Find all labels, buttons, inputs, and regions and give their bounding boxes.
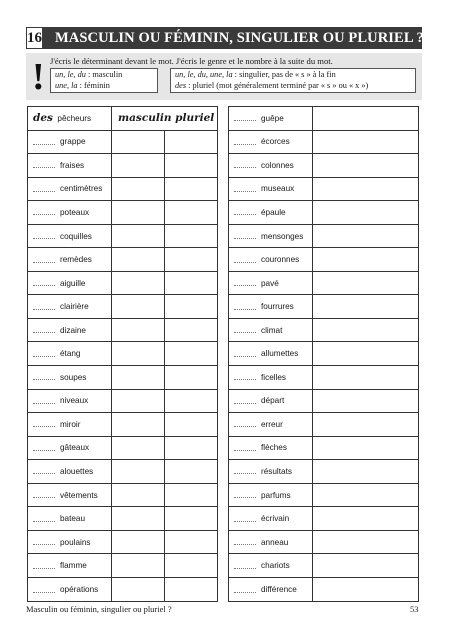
word-cell	[229, 437, 313, 460]
number-answer-cell[interactable]	[165, 295, 217, 318]
word-row	[28, 366, 217, 390]
example-answer: masculin pluriel	[118, 112, 215, 125]
gender-answer-cell[interactable]	[112, 178, 165, 201]
word-label: opérations	[60, 585, 99, 595]
legend-det: une, la	[55, 80, 78, 90]
number-legend	[170, 68, 416, 93]
determinant-blank[interactable]	[33, 139, 55, 145]
determinant-blank[interactable]	[234, 186, 256, 192]
word-label: vêtements	[60, 490, 98, 500]
determinant-blank[interactable]	[33, 516, 55, 522]
word-cell	[28, 295, 112, 318]
gender-answer-cell[interactable]	[112, 295, 165, 318]
gender-answer-cell[interactable]	[112, 201, 165, 224]
gender-answer-cell[interactable]	[112, 531, 165, 554]
word-cell	[229, 390, 313, 413]
legend-meaning: : pluriel (mot généralement terminé par « s » ou « x »)	[186, 80, 369, 90]
word-row	[229, 319, 418, 343]
word-cell	[28, 531, 112, 554]
gender-answer-cell[interactable]	[112, 248, 165, 271]
word-cell	[28, 319, 112, 342]
determinant-blank[interactable]	[234, 233, 256, 239]
determinant-blank[interactable]	[234, 304, 256, 310]
answer-cell[interactable]	[313, 413, 418, 436]
answer-cell[interactable]	[313, 107, 418, 130]
legend-det: un, le, du	[55, 70, 86, 79]
word-cell	[229, 248, 313, 271]
word-cell	[229, 201, 313, 224]
gender-answer-cell[interactable]	[112, 390, 165, 413]
word-row	[28, 342, 217, 366]
word-row	[28, 248, 217, 272]
legend-meaning: : masculin	[85, 70, 123, 79]
exclamation-icon: !	[32, 56, 45, 98]
answer-cell[interactable]	[313, 272, 418, 295]
legend-det: des	[175, 80, 187, 90]
example-word-cell	[28, 107, 112, 130]
answer-cell[interactable]	[313, 554, 418, 577]
word-cell	[28, 413, 112, 436]
word-row	[229, 107, 418, 131]
determinant-blank[interactable]	[33, 351, 55, 357]
determinant-blank[interactable]	[33, 186, 55, 192]
word-label: fourrures	[261, 302, 294, 312]
answer-cell[interactable]	[313, 225, 418, 248]
gender-answer-cell[interactable]	[112, 154, 165, 177]
word-cell	[229, 554, 313, 577]
answer-cell[interactable]	[313, 248, 418, 271]
number-answer-cell[interactable]	[165, 437, 217, 460]
determinant-blank[interactable]	[33, 492, 55, 498]
gender-answer-cell[interactable]	[112, 319, 165, 342]
word-cell	[229, 295, 313, 318]
exercise-header	[26, 27, 422, 49]
word-label: bateau	[60, 514, 86, 524]
determinant-blank[interactable]	[234, 563, 256, 569]
word-label: anneau	[261, 537, 289, 547]
word-row	[229, 437, 418, 461]
word-cell	[229, 507, 313, 530]
word-label: soupes	[60, 372, 87, 382]
word-label: remèdes	[60, 255, 92, 265]
word-cell	[28, 131, 112, 154]
word-row	[229, 413, 418, 437]
word-cell	[229, 342, 313, 365]
word-cell	[229, 460, 313, 483]
number-answer-cell[interactable]	[165, 531, 217, 554]
word-label: écrivain	[261, 514, 290, 524]
determinant-blank[interactable]	[33, 327, 55, 333]
word-cell	[229, 319, 313, 342]
determinant-blank[interactable]	[33, 162, 55, 168]
number-answer-cell[interactable]	[165, 578, 217, 602]
word-label: alouettes	[60, 466, 94, 476]
gender-answer-cell[interactable]	[112, 225, 165, 248]
determinant-blank[interactable]	[33, 209, 55, 215]
word-label: niveaux	[60, 396, 89, 406]
word-cell	[28, 484, 112, 507]
legend-meaning: : singulier, pas de « s » à la fin	[232, 70, 336, 79]
word-label: résultats	[261, 466, 292, 476]
word-cell	[229, 578, 313, 602]
determinant-blank[interactable]	[234, 351, 256, 357]
word-cell	[28, 366, 112, 389]
word-label: grappe	[60, 137, 86, 147]
gender-legend	[50, 68, 158, 93]
word-label: poulains	[60, 537, 91, 547]
number-answer-cell[interactable]	[165, 554, 217, 577]
word-row	[28, 225, 217, 249]
word-row	[229, 390, 418, 414]
footer-title: Masculin ou féminin, singulier ou pluriel ?	[26, 604, 172, 614]
legend-meaning: : féminin	[77, 80, 110, 90]
determinant-blank[interactable]	[33, 421, 55, 427]
number-answer-cell[interactable]	[165, 342, 217, 365]
number-answer-cell[interactable]	[165, 154, 217, 177]
number-answer-cell[interactable]	[165, 413, 217, 436]
answer-cell[interactable]	[313, 319, 418, 342]
determinant-blank[interactable]	[33, 233, 55, 239]
word-row	[229, 154, 418, 178]
word-cell	[28, 554, 112, 577]
word-cell	[28, 390, 112, 413]
gender-answer-cell[interactable]	[112, 507, 165, 530]
word-row	[28, 131, 217, 155]
word-label: flamme	[60, 561, 87, 571]
word-label: différence	[261, 585, 297, 595]
answer-cell[interactable]	[313, 366, 418, 389]
word-label: départ	[261, 396, 285, 406]
word-row	[229, 295, 418, 319]
word-cell	[28, 225, 112, 248]
word-cell	[229, 413, 313, 436]
word-cell	[229, 178, 313, 201]
word-label: épaule	[261, 207, 286, 217]
word-row	[28, 531, 217, 555]
word-label: coquilles	[60, 231, 92, 241]
word-cell	[28, 342, 112, 365]
number-answer-cell[interactable]	[165, 460, 217, 483]
determinant-blank[interactable]	[234, 139, 256, 145]
gender-answer-cell[interactable]	[112, 342, 165, 365]
answer-cell[interactable]	[313, 484, 418, 507]
instructions-panel	[26, 53, 422, 100]
word-row	[28, 554, 217, 578]
number-answer-cell[interactable]	[165, 178, 217, 201]
word-row	[229, 507, 418, 531]
word-cell	[28, 248, 112, 271]
determinant-blank[interactable]	[234, 209, 256, 215]
word-row	[28, 460, 217, 484]
example-word: pêcheurs	[57, 113, 92, 123]
word-row	[28, 507, 217, 531]
word-label: museaux	[261, 184, 295, 194]
word-label: écorces	[261, 137, 290, 147]
gender-answer-cell[interactable]	[112, 272, 165, 295]
word-label: clairière	[60, 302, 89, 312]
determinant-blank[interactable]	[234, 445, 256, 451]
word-row	[28, 319, 217, 343]
word-label: centimètres	[60, 184, 103, 194]
number-answer-cell[interactable]	[165, 366, 217, 389]
determinant-blank[interactable]	[234, 280, 256, 286]
word-cell	[28, 201, 112, 224]
answer-cell[interactable]	[313, 531, 418, 554]
number-answer-cell[interactable]	[165, 272, 217, 295]
word-cell	[229, 484, 313, 507]
number-answer-cell[interactable]	[165, 390, 217, 413]
determinant-blank[interactable]	[33, 280, 55, 286]
word-row	[28, 201, 217, 225]
word-row	[229, 131, 418, 155]
word-row	[28, 578, 217, 602]
page-number: 53	[410, 604, 419, 614]
answer-cell[interactable]	[313, 460, 418, 483]
number-answer-cell[interactable]	[165, 131, 217, 154]
determinant-blank[interactable]	[33, 304, 55, 310]
determinant-blank[interactable]	[234, 587, 256, 593]
word-row	[229, 554, 418, 578]
word-label: allumettes	[261, 349, 299, 359]
word-label: gâteaux	[60, 443, 90, 453]
word-row	[229, 342, 418, 366]
word-row	[229, 484, 418, 508]
determinant-blank[interactable]	[234, 421, 256, 427]
word-row	[229, 460, 418, 484]
gender-answer-cell[interactable]	[112, 554, 165, 577]
determinant-blank[interactable]	[33, 468, 55, 474]
word-row	[28, 272, 217, 296]
number-answer-cell[interactable]	[165, 507, 217, 530]
example-determinant: des	[33, 112, 53, 125]
word-row	[28, 390, 217, 414]
answer-cell[interactable]	[313, 342, 418, 365]
word-label: couronnes	[261, 255, 300, 265]
gender-answer-cell[interactable]	[112, 460, 165, 483]
word-cell	[229, 531, 313, 554]
number-answer-cell[interactable]	[165, 248, 217, 271]
determinant-blank[interactable]	[234, 327, 256, 333]
word-row	[28, 295, 217, 319]
determinant-blank[interactable]	[33, 374, 55, 380]
gender-answer-cell[interactable]	[112, 484, 165, 507]
word-cell	[229, 366, 313, 389]
left-word-table	[27, 106, 218, 602]
legend-det: un, le, du, une, la	[175, 70, 233, 79]
gender-answer-cell[interactable]	[112, 366, 165, 389]
determinant-blank[interactable]	[234, 257, 256, 263]
word-label: miroir	[60, 419, 81, 429]
number-answer-cell[interactable]	[165, 319, 217, 342]
answer-cell[interactable]	[313, 437, 418, 460]
answer-cell[interactable]	[313, 507, 418, 530]
determinant-blank[interactable]	[234, 115, 256, 121]
word-row	[28, 437, 217, 461]
example-row	[28, 107, 217, 131]
gender-answer-cell[interactable]	[112, 413, 165, 436]
word-row	[28, 484, 217, 508]
word-row	[229, 272, 418, 296]
determinant-blank[interactable]	[234, 516, 256, 522]
word-row	[229, 531, 418, 555]
determinant-blank[interactable]	[234, 398, 256, 404]
answer-cell[interactable]	[313, 201, 418, 224]
word-label: mensonges	[261, 231, 304, 241]
word-cell	[28, 460, 112, 483]
answer-cell[interactable]	[313, 131, 418, 154]
word-label: colonnes	[261, 160, 294, 170]
word-label: pavé	[261, 278, 279, 288]
determinant-blank[interactable]	[33, 539, 55, 545]
word-cell	[28, 154, 112, 177]
number-answer-cell[interactable]	[165, 225, 217, 248]
instruction-text: J'écris le déterminant devant le mot. J'écris le genre et le nombre à la suite du mot.	[50, 56, 333, 66]
word-row	[28, 413, 217, 437]
number-answer-cell[interactable]	[165, 484, 217, 507]
exercise-title: MASCULIN OU FÉMININ, SINGULIER OU PLURIEL ?	[55, 29, 424, 46]
word-label: fraises	[60, 160, 85, 170]
word-label: ficelles	[261, 372, 287, 382]
gender-answer-cell[interactable]	[112, 437, 165, 460]
word-row	[229, 178, 418, 202]
word-cell	[28, 272, 112, 295]
determinant-blank[interactable]	[234, 539, 256, 545]
word-row	[229, 225, 418, 249]
determinant-blank[interactable]	[234, 374, 256, 380]
number-answer-cell[interactable]	[165, 201, 217, 224]
example-answer-cell	[112, 107, 217, 130]
answer-cell[interactable]	[313, 390, 418, 413]
word-cell	[229, 131, 313, 154]
gender-answer-cell[interactable]	[112, 578, 165, 602]
word-row	[28, 178, 217, 202]
determinant-blank[interactable]	[234, 492, 256, 498]
word-row	[229, 248, 418, 272]
answer-cell[interactable]	[313, 154, 418, 177]
determinant-blank[interactable]	[33, 445, 55, 451]
word-label: aiguille	[60, 278, 86, 288]
word-label: étang	[60, 349, 81, 359]
word-row	[28, 154, 217, 178]
determinant-blank[interactable]	[234, 162, 256, 168]
word-label: flèches	[261, 443, 287, 453]
exercise-number: 16	[26, 27, 43, 49]
gender-answer-cell[interactable]	[112, 131, 165, 154]
word-row	[229, 578, 418, 602]
determinant-blank[interactable]	[33, 257, 55, 263]
answer-cell[interactable]	[313, 295, 418, 318]
word-label: parfums	[261, 490, 291, 500]
word-cell	[28, 437, 112, 460]
word-cell	[28, 507, 112, 530]
determinant-blank[interactable]	[33, 398, 55, 404]
word-label: dizaine	[60, 325, 86, 335]
word-label: chariots	[261, 561, 290, 571]
word-cell	[28, 578, 112, 602]
word-row	[229, 366, 418, 390]
determinant-blank[interactable]	[33, 563, 55, 569]
word-cell	[229, 154, 313, 177]
determinant-blank[interactable]	[234, 468, 256, 474]
word-label: guêpe	[261, 113, 284, 123]
word-cell	[229, 272, 313, 295]
determinant-blank[interactable]	[33, 587, 55, 593]
answer-cell[interactable]	[313, 178, 418, 201]
word-row	[229, 201, 418, 225]
right-word-table	[228, 106, 419, 602]
word-cell	[28, 178, 112, 201]
word-cell	[229, 107, 313, 130]
word-label: erreur	[261, 419, 283, 429]
word-cell	[229, 225, 313, 248]
answer-cell[interactable]	[313, 578, 418, 602]
word-label: climat	[261, 325, 283, 335]
word-label: poteaux	[60, 207, 90, 217]
